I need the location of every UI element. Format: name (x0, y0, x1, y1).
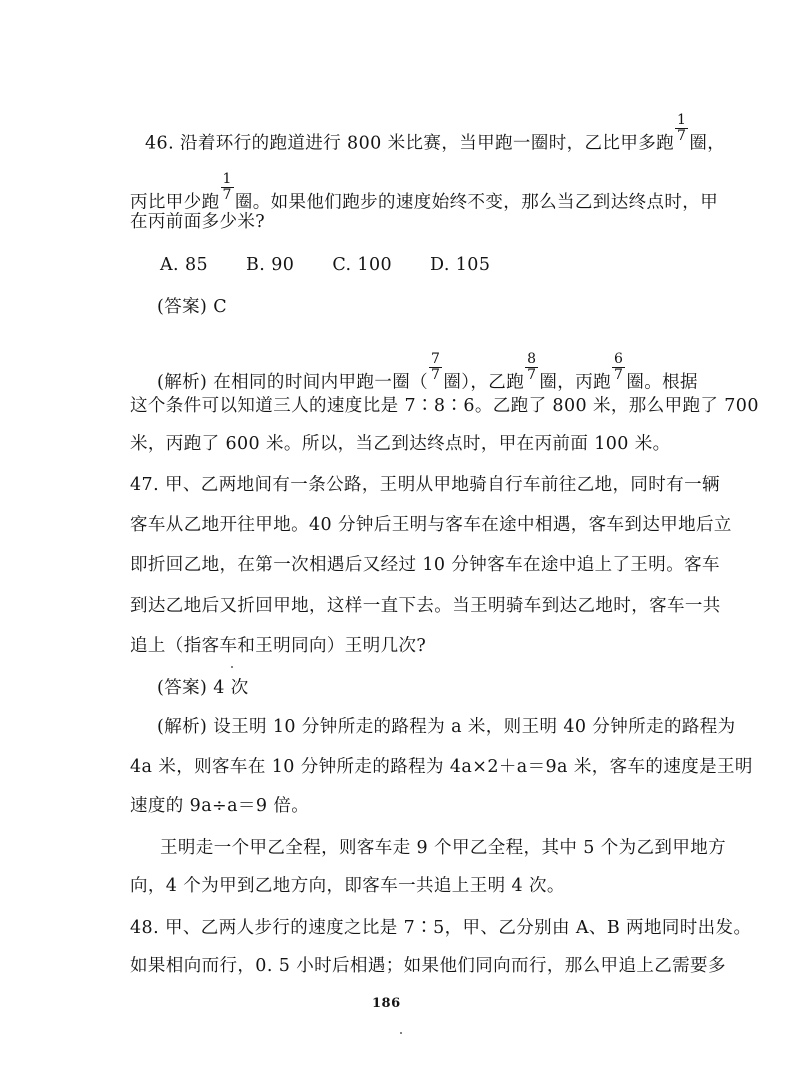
q46-analysis-line-1 (157, 352, 698, 395)
q47-line-4: 到达乙地后又折回甲地，这样一直下去。当王明骑车到达乙地时，客车一共 (130, 596, 721, 616)
q46-options (160, 253, 490, 277)
fraction-one-seventh (221, 172, 234, 203)
fraction-numerator: 1 (222, 171, 232, 187)
q46-line-2-text: 丙比甲少跑 (130, 192, 220, 213)
scan-speck (231, 666, 233, 668)
fraction-denominator: 7 (614, 367, 624, 383)
fraction-numerator: 8 (527, 351, 537, 367)
q47-line-2: 客车从乙地开往甲地。40 分钟后王明与客车在途中相遇，客车到达甲地后立 (130, 515, 732, 535)
fraction-numerator: 7 (431, 351, 441, 367)
q48-line-1: 48. 甲、乙两人步行的速度之比是 7∶5，甲、乙分别由 A、B 两地同时出发。 (130, 918, 752, 938)
q47-answer: (答案) 4 次 (157, 678, 249, 698)
fraction-numerator: 1 (677, 112, 687, 128)
q46-answer: (答案) C (157, 297, 228, 317)
fraction-denominator: 7 (677, 128, 687, 144)
fraction-denominator: 7 (527, 367, 537, 383)
analysis-text: 圈），乙跑 (443, 372, 525, 393)
q47-analysis-line-2: 4a 米，则客车在 10 分钟所走的路程为 4a×2＋a＝9a 米，客车的速度是王明 (130, 757, 753, 777)
fraction-denominator: 7 (431, 367, 441, 383)
scan-speck (400, 1032, 402, 1034)
option-c: C. 100 (332, 255, 393, 275)
fraction-six-sevenths (612, 352, 625, 383)
q46-line-1-tail: 圈， (689, 133, 726, 154)
q47-conclusion-line-2: 向，4 个为甲到乙地方向，即客车一共追上王明 4 次。 (130, 876, 565, 896)
q47-line-1: 47. 甲、乙两地间有一条公路，王明从甲地骑自行车前往乙地，同时有一辆 (130, 475, 720, 495)
q47-conclusion-line-1: 王明走一个甲乙全程，则客车走 9 个甲乙全程，其中 5 个为乙到甲地方 (160, 838, 727, 858)
page-number: 186 (372, 996, 401, 1011)
fraction-eight-sevenths (525, 352, 538, 383)
fraction-numerator: 6 (614, 351, 624, 367)
q47-line-5: 追上（指客车和王明同向）王明几次? (130, 636, 427, 656)
q46-analysis-line-3: 米，丙跑了 600 米。所以，当乙到达终点时，甲在丙前面 100 米。 (130, 434, 671, 454)
q47-line-3: 即折回乙地，在第一次相遇后又经过 10 分钟客车在途中追上了王明。客车 (130, 555, 720, 575)
analysis-text: 圈。根据 (626, 372, 698, 393)
option-b: B. 90 (246, 255, 295, 275)
q47-analysis-line-3: 速度的 9a÷a＝9 倍。 (130, 796, 310, 816)
analysis-text: (解析) 在相同的时间内甲跑一圈（ (157, 372, 429, 393)
q46-line-1-text: 46. 沿着环行的跑道进行 800 米比赛，当甲跑一圈时，乙比甲多跑 (145, 133, 675, 154)
option-d: D. 105 (430, 255, 491, 275)
analysis-text: 圈，丙跑 (539, 372, 612, 393)
q46-line-2 (130, 172, 718, 215)
q46-line-3: 在丙前面多少米? (130, 212, 266, 232)
q48-line-2: 如果相向而行，0. 5 小时后相遇；如果他们同向而行，那么甲追上乙需要多 (130, 956, 726, 976)
fraction-seven-sevenths (429, 352, 442, 383)
q46-line-2-tail: 圈。如果他们跑步的速度始终不变，那么当乙到达终点时，甲 (234, 192, 719, 213)
q47-analysis-line-1: (解析) 设王明 10 分钟所走的路程为 a 米，则王明 40 分钟所走的路程为 (157, 717, 736, 737)
q46-line-1 (145, 113, 725, 156)
q46-analysis-line-2: 这个条件可以知道三人的速度比是 7∶8∶6。乙跑了 800 米，那么甲跑了 700 (130, 396, 759, 416)
fraction-denominator: 7 (222, 187, 232, 203)
option-a: A. 85 (160, 255, 209, 275)
fraction-one-seventh (675, 113, 688, 144)
